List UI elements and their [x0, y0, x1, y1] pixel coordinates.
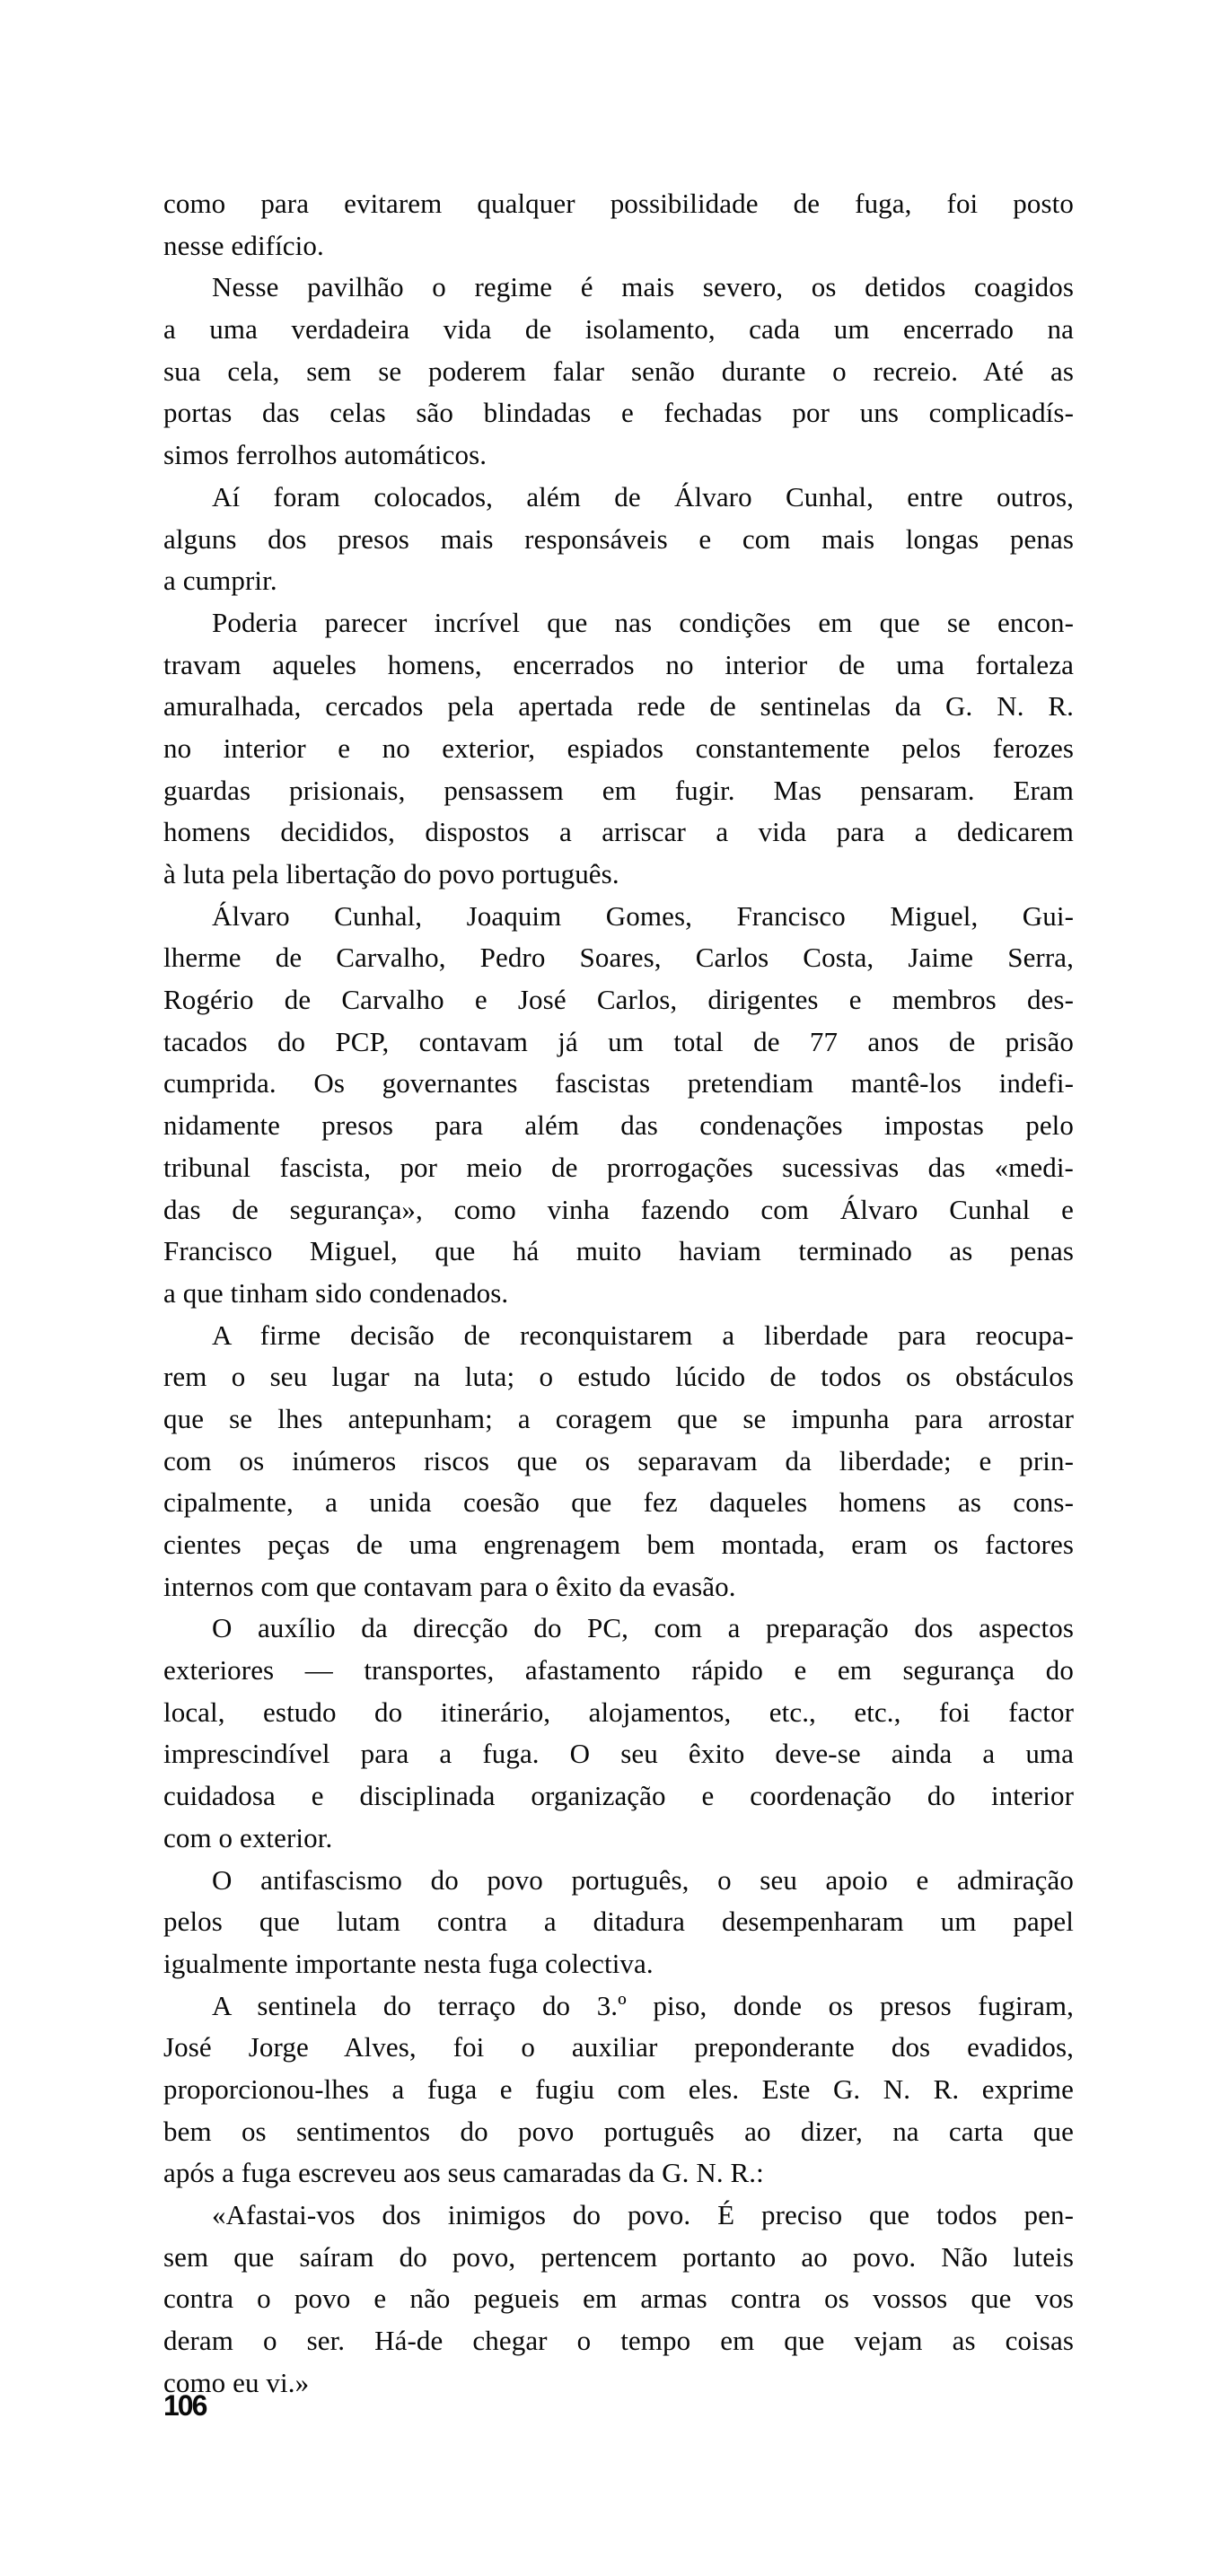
text-line: Nesse pavilhão o regime é mais severo, os detidos coagidos [212, 271, 1074, 303]
text-line: após a fuga escreveu aos seus camaradas da G. N. R.: [163, 2157, 764, 2189]
text-line: alguns dos presos mais responsáveis e com mais longas penas [163, 522, 1074, 555]
text-line: A sentinela do terraço do 3.º piso, donde os presos fugiram, [212, 1989, 1074, 2021]
page-number: 106 [163, 2389, 206, 2422]
text-line: que se lhes antepunham; a coragem que se impunha para arrostar [163, 1402, 1074, 1434]
text-line: tribunal fascista, por meio de prorrogações sucessivas das «medi- [163, 1151, 1074, 1183]
text-line: homens decididos, dispostos a arriscar a vida para a dedicarem [163, 816, 1074, 848]
text-line: O antifascismo do povo português, o seu apoio e admiração [212, 1863, 1074, 1896]
text-line: deram o ser. Há-de chegar o tempo em que vejam as coisas [163, 2325, 1074, 2357]
paragraph [163, 896, 1074, 1315]
text-line: José Jorge Alves, foi o auxiliar preponderante dos evadidos, [163, 2031, 1074, 2063]
text-line: com os inúmeros riscos que os separavam da liberdade; e prin- [163, 1444, 1074, 1476]
text-line: amuralhada, cercados pela apertada rede de sentinelas da G. N. R. [163, 690, 1074, 723]
paragraph [163, 267, 1074, 476]
paragraph [163, 183, 1074, 267]
text-line: A firme decisão de reconquistarem a liberdade para reocupa- [212, 1319, 1074, 1351]
text-line: proporcionou-lhes a fuga e fugiu com eles. Este G. N. R. exprime [163, 2072, 1074, 2105]
paragraph [163, 602, 1074, 896]
text-line: imprescindível para a fuga. O seu êxito deve-se ainda a uma [163, 1738, 1074, 1770]
quote-paragraph [163, 2195, 1074, 2404]
text-line: no interior e no exterior, espiados constantemente pelos ferozes [163, 732, 1074, 764]
text-line: internos com que contavam para o êxito da evasão. [163, 1570, 736, 1602]
text-line: bem os sentimentos do povo português ao dizer, na carta que [163, 2115, 1074, 2147]
text-line: cipalmente, a unida coesão que fez daqueles homens as cons- [163, 1486, 1074, 1519]
text-line: igualmente importante nesta fuga colectiva. [163, 1947, 654, 1979]
text-line: sem que saíram do povo, pertencem portanto ao povo. Não luteis [163, 2240, 1074, 2273]
text-line: cumprida. Os governantes fascistas pretendiam mantê-los indefi- [163, 1067, 1074, 1100]
text-line: simos ferrolhos automáticos. [163, 439, 488, 471]
text-line: Poderia parecer incrível que nas condições em que se encon- [212, 606, 1074, 638]
text-line: exteriores — transportes, afastamento rápido e em segurança do [163, 1654, 1074, 1687]
text-line: local, estudo do itinerário, alojamentos, etc., etc., foi factor [163, 1695, 1074, 1728]
text-line: Rogério de Carvalho e José Carlos, dirigentes e membros des- [163, 984, 1074, 1016]
text-line: Francisco Miguel, que há muito haviam terminado as penas [163, 1235, 1074, 1267]
text-line: a cumprir. [163, 565, 277, 597]
text-line: tacados do PCP, contavam já um total de 77 anos de prisão [163, 1025, 1074, 1057]
text-line: Álvaro Cunhal, Joaquim Gomes, Francisco Miguel, Gui- [212, 899, 1074, 932]
text-line: sua cela, sem se poderem falar senão durante o recreio. Até as [163, 355, 1074, 387]
text-line: a uma verdadeira vida de isolamento, cada um encerrado na [163, 313, 1074, 346]
text-line: nesse edifício. [163, 229, 324, 261]
text-line: portas das celas são blindadas e fechadas por uns complicadís- [163, 397, 1074, 429]
text-line: como eu vi.» [163, 2366, 310, 2398]
paragraph [163, 477, 1074, 602]
text-line: com o exterior. [163, 1821, 333, 1853]
text-line: travam aqueles homens, encerrados no interior de uma fortaleza [163, 648, 1074, 680]
text-line: como para evitarem qualquer possibilidade de fuga, foi posto [163, 188, 1074, 219]
page-body [163, 183, 1074, 2404]
text-line: lherme de Carvalho, Pedro Soares, Carlos Costa, Jaime Serra, [163, 942, 1074, 974]
text-line: cientes peças de uma engrenagem bem montada, eram os factores [163, 1529, 1074, 1560]
text-line: contra o povo e não pegueis em armas contra os vossos que vos [163, 2282, 1074, 2315]
text-line: a que tinham sido condenados. [163, 1276, 509, 1309]
paragraph [163, 1860, 1074, 1985]
text-line: O auxílio da direcção do PC, com a preparação dos aspectos [212, 1612, 1074, 1644]
text-line: nidamente presos para além das condenações impostas pelo [163, 1109, 1074, 1142]
paragraph [163, 1985, 1074, 2195]
paragraph [163, 1315, 1074, 1608]
text-line: pelos que lutam contra a ditadura desempenharam um papel [163, 1906, 1074, 1938]
text-line: cuidadosa e disciplinada organização e coordenação do interior [163, 1780, 1074, 1812]
text-line: Aí foram colocados, além de Álvaro Cunhal, entre outros, [212, 480, 1074, 513]
text-line: rem o seu lugar na luta; o estudo lúcido de todos os obstáculos [163, 1361, 1074, 1393]
text-line: à luta pela libertação do povo português. [163, 858, 619, 889]
text-line: guardas prisionais, pensassem em fugir. Mas pensaram. Eram [163, 774, 1074, 806]
text-line: das de segurança», como vinha fazendo com Álvaro Cunhal e [163, 1193, 1074, 1225]
text-line: «Afastai-vos dos inimigos do povo. É preciso que todos pen- [212, 2199, 1074, 2230]
paragraph [163, 1608, 1074, 1859]
